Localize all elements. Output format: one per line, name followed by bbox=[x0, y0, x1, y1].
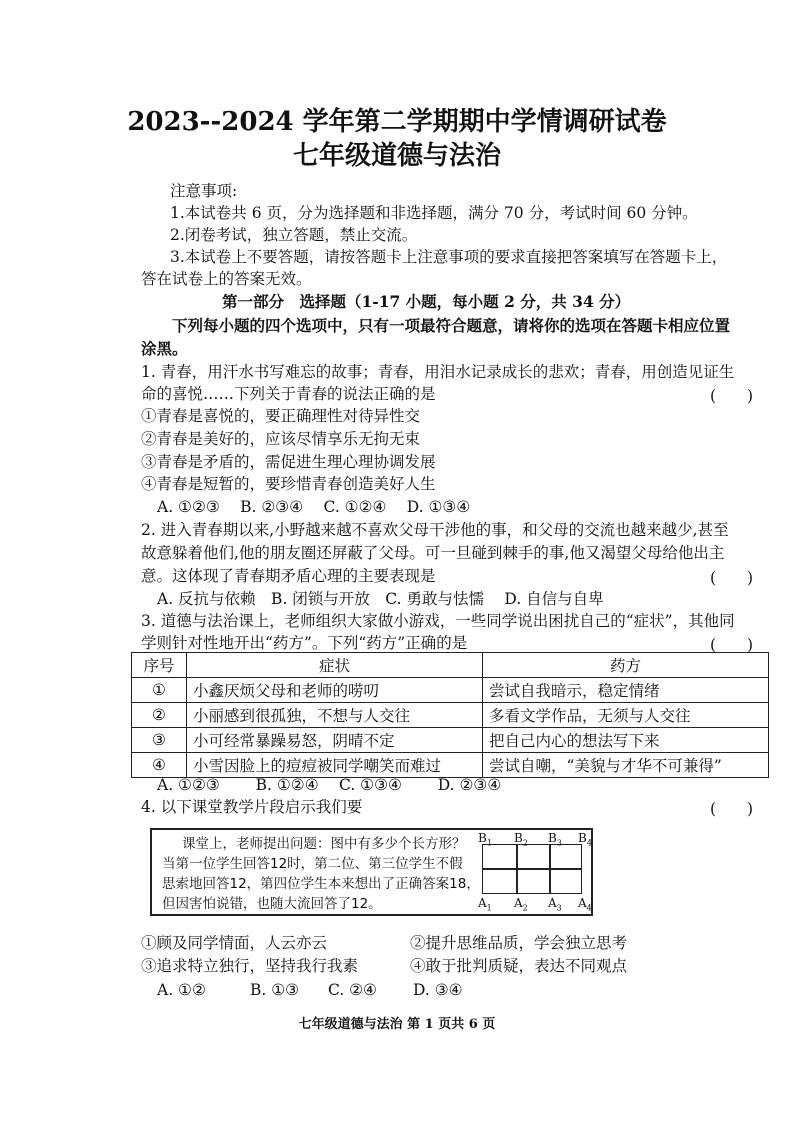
q2-options: A. 反抗与依赖 B. 闭锁与开放 C. 勇敢与怯懦 D. 自信与自卑 bbox=[157, 590, 604, 608]
table-cell: ③ bbox=[132, 728, 187, 753]
note-item-3a: 3.本试卷上不要答题，请按答题卡上注意事项的要求直接把答案填写在答题卡上， bbox=[170, 248, 728, 266]
q2-answer-paren: ( ) bbox=[710, 569, 754, 587]
q2-stem-a: 2. 进入青春期以来,小野越来越不喜欢父母干涉他的事，和父母的交流也越来越少,甚至 bbox=[141, 521, 729, 539]
grid-line bbox=[483, 868, 581, 870]
table-header: 药方 bbox=[483, 653, 769, 678]
exam-title: 2023--2024 学年第二学期期中学情调研试卷 bbox=[127, 107, 667, 137]
q3-stem-a: 3. 道德与法治课上，老师组织大家做小游戏，一些同学说出困扰自己的“症状”，其他同 bbox=[141, 612, 735, 630]
table-cell: ① bbox=[132, 678, 187, 703]
q1-statement-4: ④青春是短暂的，要珍惜青春创造美好人生 bbox=[141, 475, 436, 493]
box-line-1: 课堂上，老师提出问题：图中有多少个长方形？ bbox=[182, 836, 466, 852]
point-label-b1: $B_1$ bbox=[478, 831, 492, 848]
table-row bbox=[132, 728, 769, 753]
q3-stem-b: 学则针对性地开出“药方”。下列“药方”正确的是 bbox=[141, 634, 468, 652]
table-cell: 多看文学作品，无须与人交往 bbox=[483, 703, 769, 728]
table-cell: 把自己内心的想法写下来 bbox=[483, 728, 769, 753]
rectangle-grid-figure bbox=[482, 844, 582, 894]
table-cell: 小雪因脸上的痘痘被同学嘲笑而难过 bbox=[187, 753, 483, 778]
q2-stem-b: 故意躲着他们,他的朋友圈还屏蔽了父母。可一旦碰到棘手的事,他又渴望父母给他出主 bbox=[141, 544, 725, 562]
point-label-a2: $A_2$ bbox=[514, 896, 528, 913]
table-cell: 小鑫厌烦父母和老师的唠叨 bbox=[187, 678, 483, 703]
exam-subtitle: 七年级道德与法治 bbox=[292, 141, 501, 171]
q3-answer-paren: ( ) bbox=[710, 636, 754, 654]
table-header-row bbox=[132, 653, 769, 678]
point-label-a1: $A_1$ bbox=[478, 896, 492, 913]
q4-stem: 4. 以下课堂教学片段启示我们要 bbox=[141, 798, 363, 816]
q4-option-c: C. ②④ bbox=[328, 981, 377, 999]
table-cell: 小可经常暴躁易怒，阴晴不定 bbox=[187, 728, 483, 753]
box-line-3: 思索地回答12，第四位学生本来想出了正确答案18， bbox=[162, 876, 480, 892]
notes-heading: 注意事项: bbox=[170, 182, 238, 200]
q4-option-b: B. ①③ bbox=[250, 981, 300, 999]
q1-statement-2: ②青春是美好的，应该尽情享乐无拘无束 bbox=[141, 430, 421, 448]
q4-statement-3: ③追求特立独行，坚持我行我素 bbox=[141, 957, 359, 975]
q4-statement-4: ④敢于批判质疑，表达不同观点 bbox=[410, 957, 628, 975]
point-label-a4: $A_4$ bbox=[578, 896, 592, 913]
note-item-1: 1.本试卷共 6 页，分为选择题和非选择题，满分 70 分，考试时间 60 分钟。 bbox=[170, 204, 698, 222]
table-cell: ② bbox=[132, 703, 187, 728]
q4-option-a: A. ①② bbox=[157, 981, 206, 999]
q4-answer-paren: ( ) bbox=[710, 800, 754, 818]
box-line-4: 但因害怕说错，也随大流回答了12。 bbox=[162, 896, 382, 912]
table-cell: 尝试自嘲，“美貌与才华不可兼得” bbox=[483, 753, 769, 778]
section-title: 第一部分 选择题（1-17 小题，每小题 2 分，共 34 分） bbox=[222, 292, 631, 311]
q4-option-d: D. ③④ bbox=[413, 981, 463, 999]
point-label-b3: $B_3$ bbox=[548, 831, 562, 848]
box-line-2: 当第一位学生回答12时，第二位、第三位学生不假 bbox=[162, 856, 463, 872]
q1-answer-paren: ( ) bbox=[710, 387, 754, 405]
table-header: 序号 bbox=[132, 653, 187, 678]
q3-options: A. ①②③ B. ①②④ C. ①③④ D. ②③④ bbox=[157, 776, 502, 794]
q4-classroom-box bbox=[150, 828, 593, 916]
table-cell: ④ bbox=[132, 753, 187, 778]
section-instruction-a: 下列每小题的四个选项中，只有一项最符合题意，请将你的选项在答题卡相应位置 bbox=[172, 316, 731, 335]
point-label-b4: $B_4$ bbox=[578, 831, 592, 848]
q3-table bbox=[131, 652, 769, 778]
q1-stem-b: 命的喜悦……下列关于青春的说法正确的是 bbox=[141, 385, 436, 403]
page-footer: 七年级道德与法治 第 1 页共 6 页 bbox=[298, 1017, 496, 1032]
note-item-3b: 答在试卷上的答案无效。 bbox=[141, 270, 312, 288]
section-instruction-b: 涂黑。 bbox=[141, 339, 188, 358]
point-label-b2: $B_2$ bbox=[514, 831, 528, 848]
table-cell: 小丽感到很孤独，不想与人交往 bbox=[187, 703, 483, 728]
table-row bbox=[132, 678, 769, 703]
table-row bbox=[132, 753, 769, 778]
note-item-2: 2.闭卷考试，独立答题，禁止交流。 bbox=[170, 226, 418, 244]
table-row bbox=[132, 703, 769, 728]
q1-options: A. ①②③ B. ②③④ C. ①②④ D. ①③④ bbox=[157, 498, 471, 516]
point-label-a3: $A_3$ bbox=[548, 896, 562, 913]
q1-statement-3: ③青春是矛盾的，需促进生理心理协调发展 bbox=[141, 453, 436, 471]
q1-statement-1: ①青春是喜悦的，要正确理性对待异性交 bbox=[141, 407, 421, 425]
q1-stem-a: 1. 青春，用汗水书写难忘的故事；青春，用泪水记录成长的悲欢；青春，用创造见证生 bbox=[141, 363, 735, 381]
q4-statement-1: ①顾及同学情面，人云亦云 bbox=[141, 934, 328, 952]
table-header: 症状 bbox=[187, 653, 483, 678]
q2-stem-c: 意。这体现了青春期矛盾心理的主要表现是 bbox=[141, 567, 436, 585]
q4-statement-2: ②提升思维品质，学会独立思考 bbox=[410, 934, 628, 952]
table-cell: 尝试自我暗示，稳定情绪 bbox=[483, 678, 769, 703]
